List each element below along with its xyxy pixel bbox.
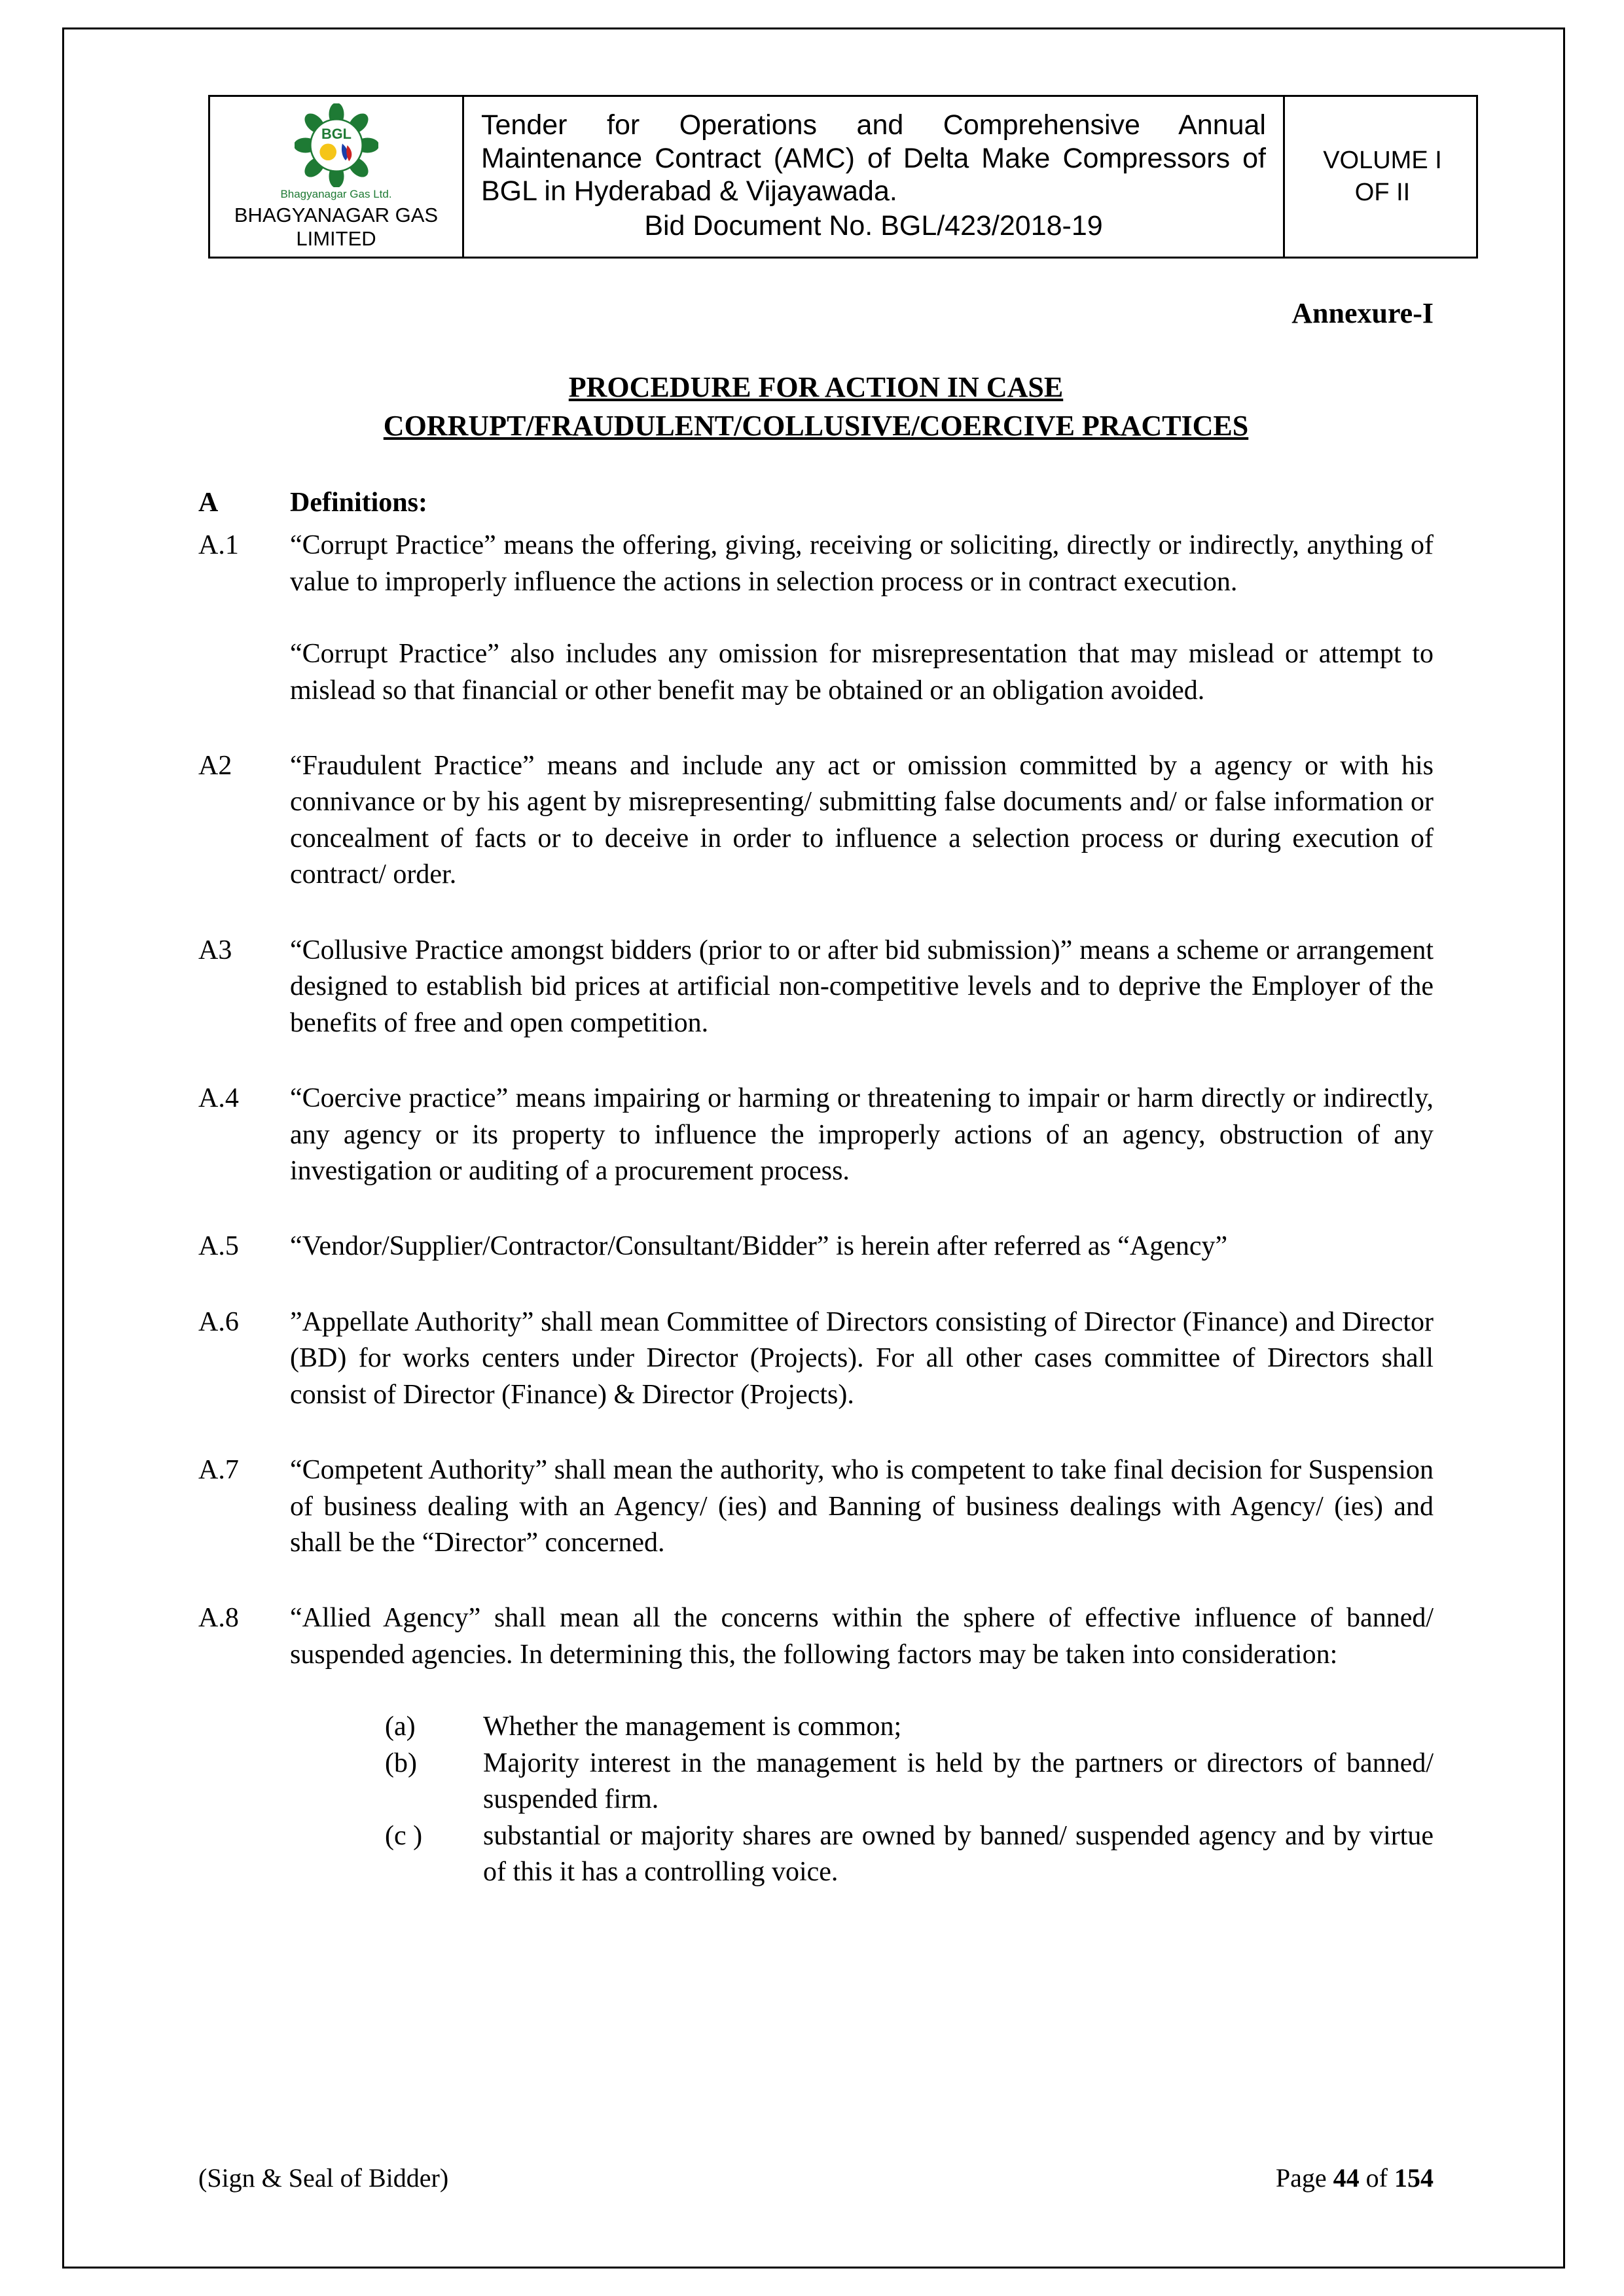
section-id: A.1 — [198, 530, 239, 561]
page-number-current: 44 — [1333, 2163, 1360, 2193]
section-a2 — [198, 748, 1434, 893]
paragraph: “Competent Authority” shall mean the authority, who is competent to take final decision for Suspension of business dealing with an Agency/ (ies) and Banning of business dealings with Agency/ (ies) and shall be the “Director” concerned. — [290, 1455, 1434, 1558]
logo-bgl-text: BGL — [321, 125, 352, 142]
bid-document-number: Bid Document No. BGL/423/2018-19 — [644, 210, 1103, 242]
subitem-text: substantial or majority shares are owned by banned/ suspended agency and by virtue of this it has a controlling voice. — [483, 1820, 1434, 1888]
section-a-heading — [198, 485, 1434, 521]
page-footer — [198, 2162, 1434, 2193]
volume-cell — [1285, 97, 1480, 257]
document-title-line1: PROCEDURE FOR ACTION IN CASE — [568, 371, 1064, 404]
logo-sun-shape — [319, 143, 336, 160]
subitem-text: Majority interest in the management is held by the partners or directors of banned/ suspended firm. — [483, 1748, 1434, 1815]
subitem-text: Whether the management is common; — [483, 1712, 902, 1742]
section-id: A.5 — [198, 1231, 239, 1262]
section-heading: Definitions: — [290, 487, 427, 518]
document-header-table — [208, 95, 1478, 259]
paragraph: “Collusive Practice amongst bidders (prior to or after bid submission)” means a scheme or arrangement designed to establish bid prices at artificial non-competitive levels and to deprive the Employer of the benefits of free and open competition. — [290, 935, 1434, 1038]
paragraph: “Corrupt Practice” means the offering, giving, receiving or soliciting, directly or indirectly, anything of value to improperly influence the actions in selection process or in contract execution. — [290, 530, 1434, 597]
document-title-line2: CORRUPT/FRAUDULENT/COLLUSIVE/COERCIVE PRACTICES — [383, 410, 1249, 442]
company-name — [234, 204, 438, 250]
volume-line1: VOLUME I — [1323, 146, 1442, 174]
page-border — [62, 27, 1565, 2269]
section-text — [290, 1081, 1434, 1189]
section-id: A.6 — [198, 1306, 239, 1337]
section-a3 — [198, 933, 1434, 1041]
section-text — [290, 748, 1434, 893]
company-name-line1: BHAGYANAGAR GAS — [234, 204, 439, 226]
section-id: A3 — [198, 935, 232, 965]
volume-line2: OF II — [1354, 179, 1411, 207]
company-name-line2: LIMITED — [296, 226, 376, 250]
section-a6 — [198, 1304, 1434, 1413]
section-text — [290, 1452, 1434, 1561]
section-text — [290, 1600, 1434, 1890]
section-id: A.8 — [198, 1603, 239, 1634]
page-number-total: 154 — [1394, 2163, 1434, 2193]
logo-caption: Bhagyanagar Gas Ltd. — [280, 188, 392, 200]
subitem-label: (b) — [385, 1748, 417, 1778]
list-item — [290, 1818, 1434, 1891]
section-id: A2 — [198, 751, 232, 781]
section-text — [290, 528, 1434, 709]
paragraph: ”Appellate Authority” shall mean Committee of Directors consisting of Director (Finance) and Director (BD) for works centers under Director (Projects). For all other cases committee of Directors shall consist of Director (Finance) & Director (Projects). — [290, 1306, 1434, 1410]
subitem-list — [290, 1709, 1434, 1890]
section-a1 — [198, 528, 1434, 709]
bgl-logo-icon — [295, 103, 378, 187]
paragraph: “Vendor/Supplier/Contractor/Consultant/Bidder” is herein after referred as “Agency” — [290, 1231, 1228, 1262]
section-a8 — [198, 1600, 1434, 1890]
page-number-prefix: Page — [1275, 2163, 1333, 2193]
tender-title-text: Tender for Operations and Comprehensive Annual Maintenance Contract (AMC) of Delta Make Compressors of BGL in Hyderabad & Vijayawada. — [481, 109, 1266, 207]
sign-seal-label: (Sign & Seal of Bidder) — [198, 2163, 449, 2193]
section-text — [290, 933, 1434, 1041]
section-text — [290, 1229, 1434, 1265]
subitem-label: (a) — [385, 1712, 416, 1742]
list-item — [290, 1746, 1434, 1818]
section-id: A.4 — [198, 1083, 239, 1114]
section-a5 — [198, 1229, 1434, 1265]
document-title — [198, 368, 1434, 446]
annexure-label: Annexure-I — [1291, 297, 1434, 330]
section-a4 — [198, 1081, 1434, 1189]
list-item — [290, 1709, 1434, 1745]
logo-cell — [210, 97, 464, 257]
paragraph: “Fraudulent Practice” means and include any act or omission committed by a agency or with his connivance or by his agent by misrepresenting/ submitting false documents and/ or false information or concealment of facts or to deceive in order to influence a selection process or during execution of contract/ order. — [290, 751, 1434, 890]
page-number — [1276, 2162, 1434, 2193]
tender-title-cell — [464, 97, 1285, 257]
section-a7 — [198, 1452, 1434, 1561]
paragraph: “Allied Agency” shall mean all the concerns within the sphere of effective influence of banned/ suspended agencies. In determining this, the following factors may be taken into consideration: — [290, 1603, 1434, 1670]
section-id: A.7 — [198, 1455, 239, 1486]
section-id: A — [198, 487, 219, 518]
subitem-label: (c ) — [385, 1820, 423, 1851]
section-text — [290, 1304, 1434, 1413]
page-number-middle: of — [1359, 2163, 1394, 2193]
paragraph: “Coercive practice” means impairing or harming or threatening to impair or harm directly or indirectly, any agency or its property to influence the improperly actions of an agency, obstruction of any investigation or auditing of a procurement process. — [290, 1083, 1434, 1186]
page-content — [64, 29, 1563, 1891]
paragraph: “Corrupt Practice” also includes any omission for misrepresentation that may mislead or attempt to mislead so that financial or other benefit may be obtained or an obligation avoided. — [290, 639, 1434, 706]
